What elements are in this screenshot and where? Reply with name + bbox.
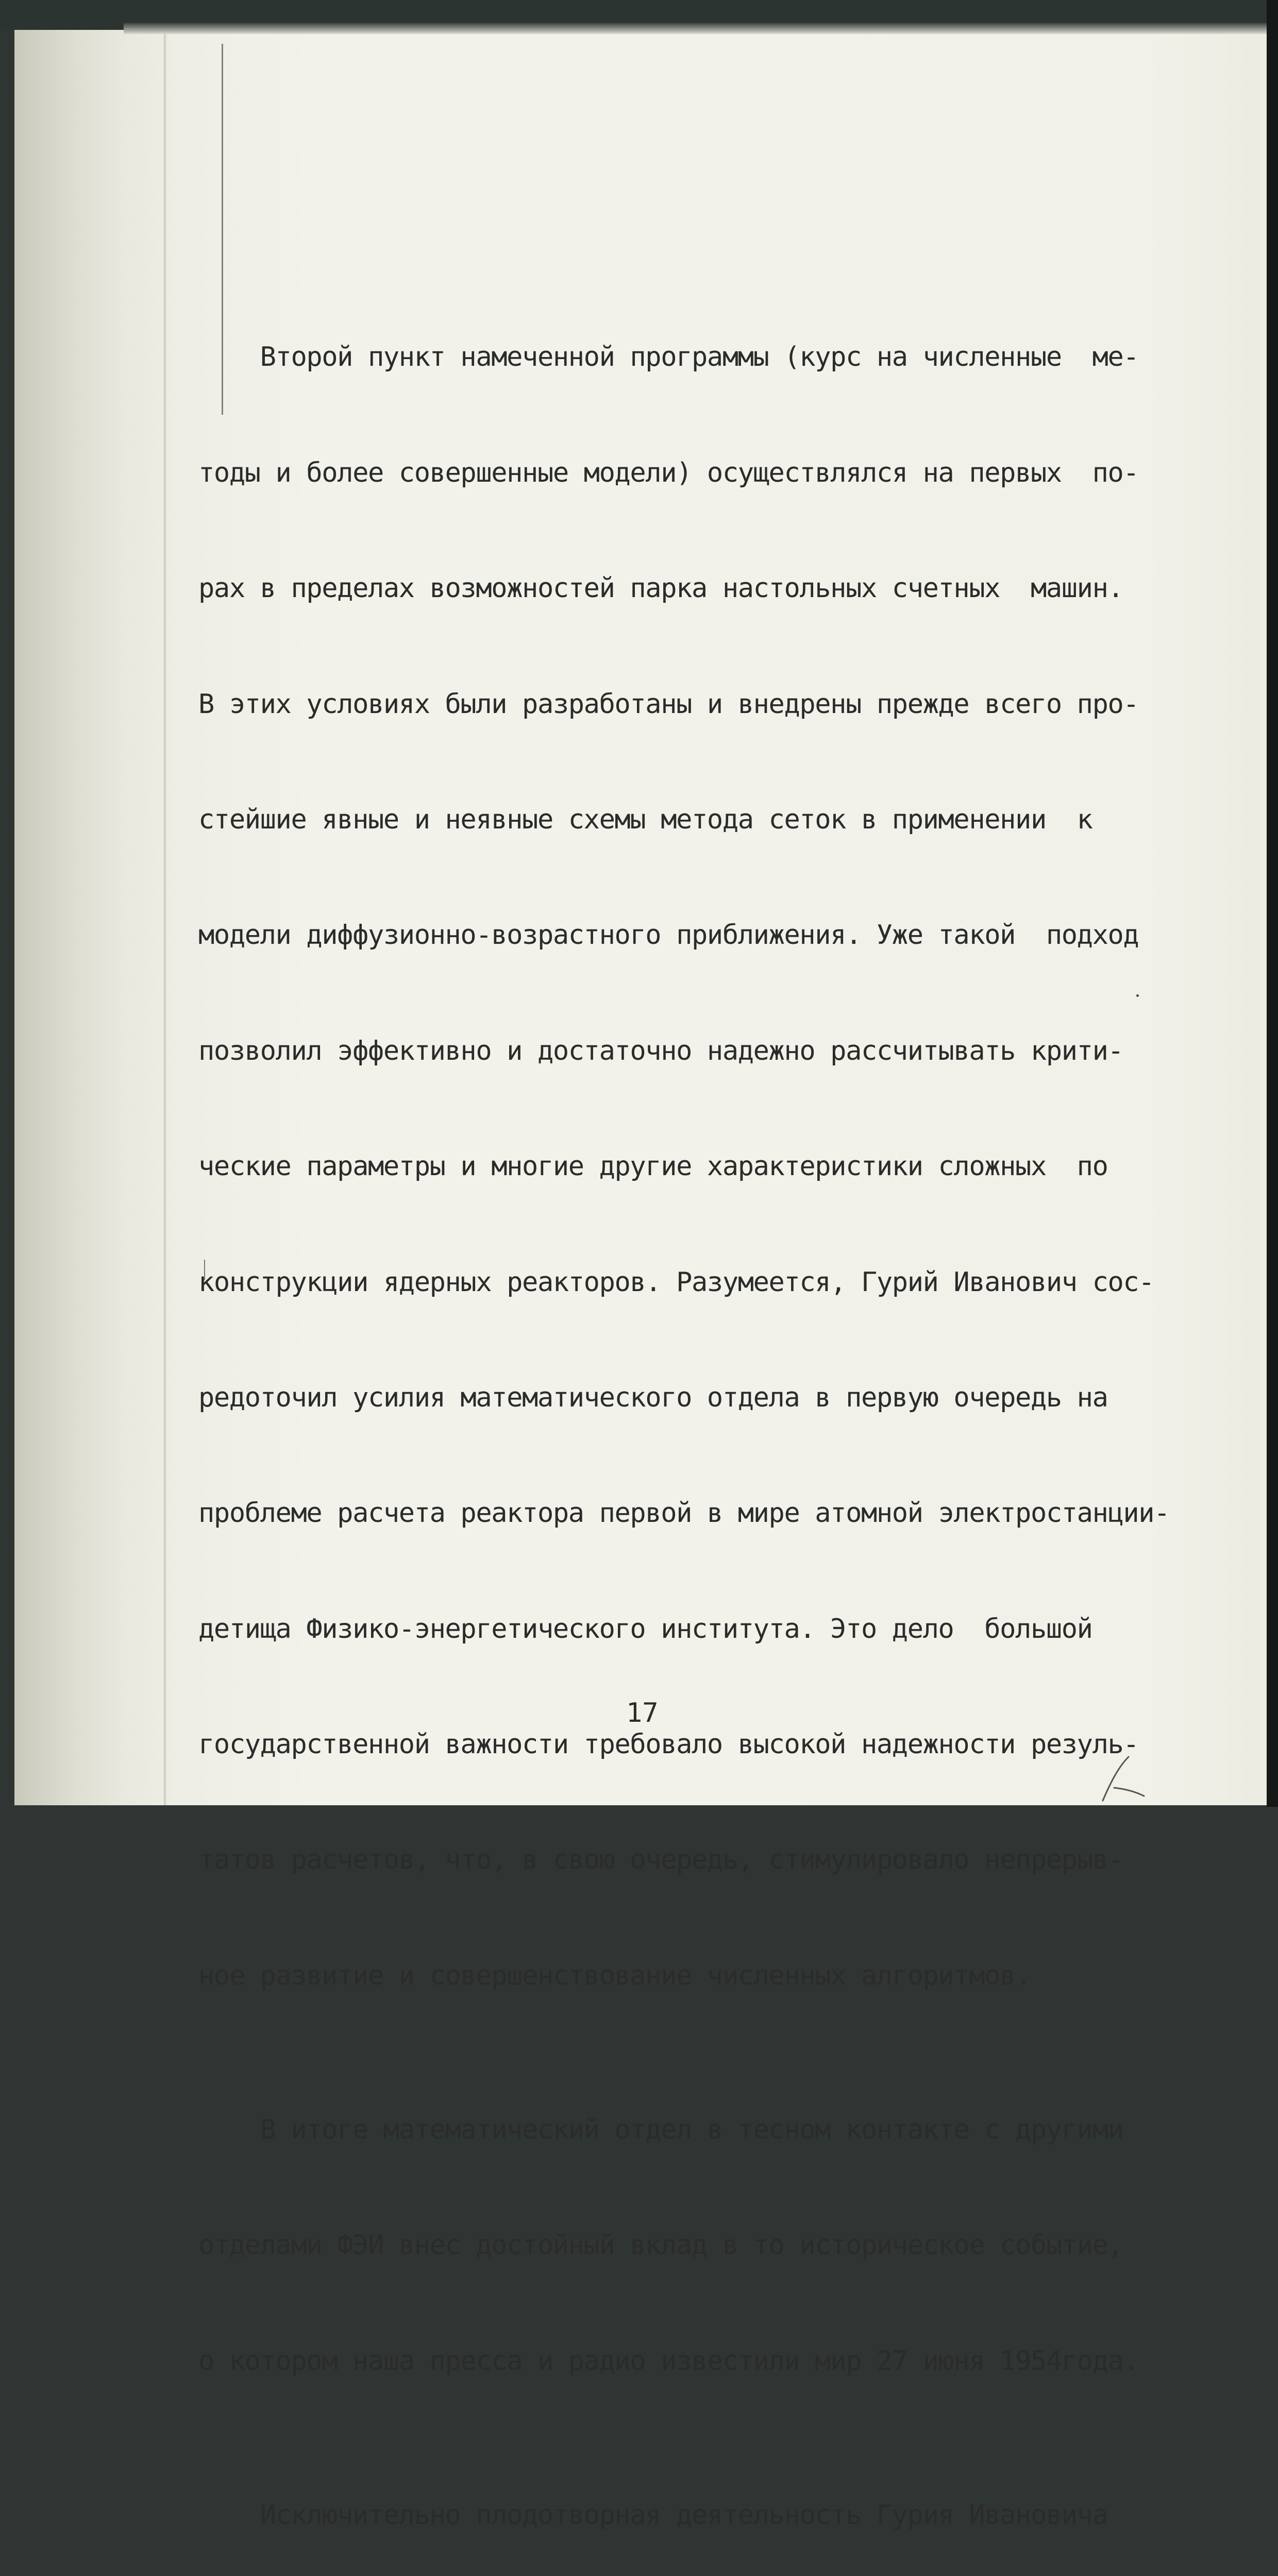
scanner-right-edge (1267, 0, 1278, 1807)
typewritten-text (198, 223, 1170, 2576)
handwritten-mark (1082, 1752, 1154, 1803)
text-line: стейшие явные и неявные схемы метода сеток в применении к (198, 804, 1092, 835)
gutter-shadow (164, 30, 167, 1805)
page-number: 17 (626, 1698, 659, 1728)
text-line: позволил эффективно и достаточно надежно рассчитывать крити- (198, 1035, 1123, 1066)
page-top-border (124, 23, 1278, 34)
text-line: рах в пределах возможностей парка настольных счетных машин. (198, 573, 1123, 604)
text-line: государственной важности требовало высокой надежности резуль- (198, 1729, 1139, 1760)
text-line: тоды и более совершенные модели) осуществлялся на первых по- (198, 457, 1139, 488)
text-line: Второй пункт намеченной программы (курс на численные ме- (198, 342, 1139, 373)
text-line: о котором наша пресса и радио известили мир 27 июня 1954года. (198, 2345, 1139, 2377)
text-line: редоточил усилия математического отдела в первую очередь на (198, 1382, 1108, 1413)
text-line: ческие параметры и многие другие характеристики сложных по (198, 1151, 1108, 1182)
text-line: В итоге математический отдел в тесном контакте с другими (198, 2114, 1123, 2146)
text-line: В этих условиях были разработаны и внедрены прежде всего про- (198, 688, 1139, 720)
text-line: проблеме расчета реактора первой в мире атомной электростанции- (198, 1498, 1170, 1529)
text-line: татов расчетов, что, в свою очередь, стимулировало непрерыв- (198, 1844, 1123, 1876)
text-line: Исключительно плодотворная деятельность Гурия Ивановича (198, 2500, 1108, 2531)
text-line: модели диффузионно-возрастного приближения. Уже такой подход (198, 920, 1139, 951)
text-line: детища Физико-энергетического института. Это дело большой (198, 1613, 1092, 1645)
binding-gutter (14, 30, 169, 1805)
text-line: ное развитие и совершенствование численных алгоритмов. (198, 1960, 1031, 1991)
text-line: отделами ФЭИ внес достойный вклад в то историческое событие, (198, 2230, 1123, 2261)
text-line: конструкции ядерных реакторов. Разумеется, Гурий Иванович сос- (198, 1266, 1154, 1298)
